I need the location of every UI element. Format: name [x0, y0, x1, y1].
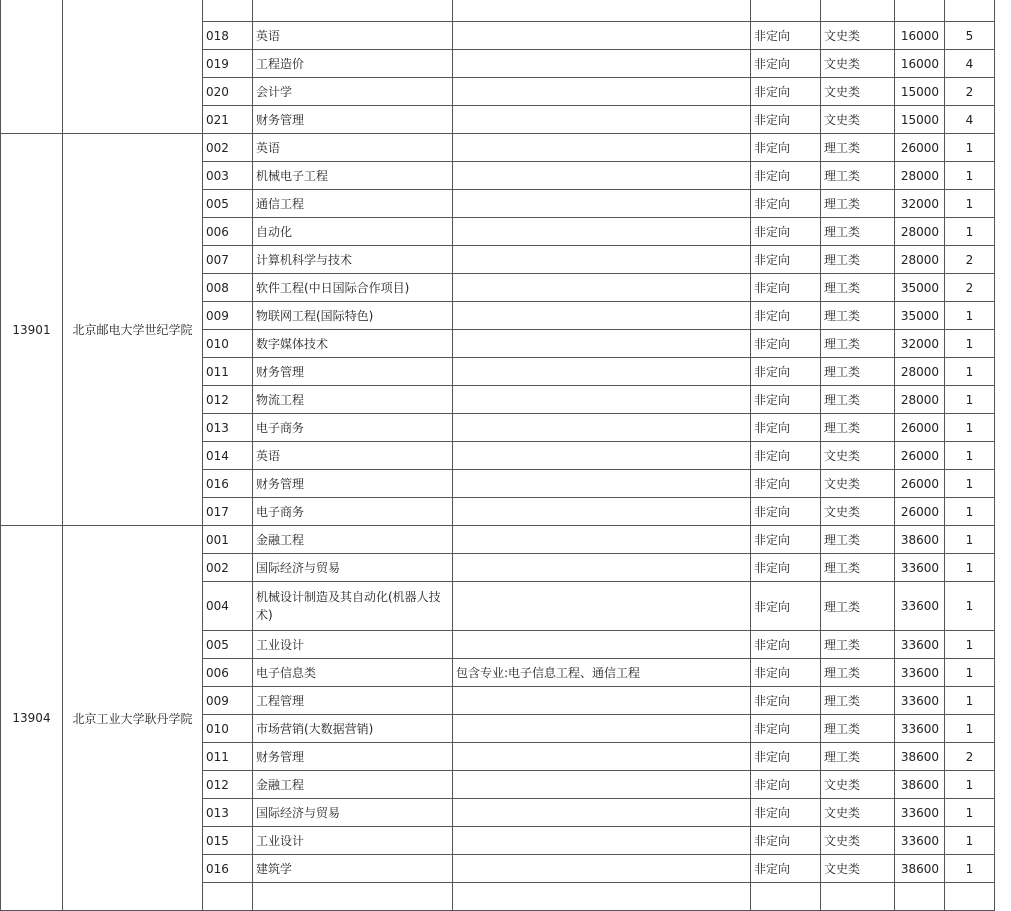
- major-code-cell: 016: [203, 855, 253, 883]
- admission-type-cell: 非定向: [751, 582, 821, 631]
- major-code-cell: 011: [203, 358, 253, 386]
- tuition-cell: 33600: [895, 631, 945, 659]
- tuition-cell: 26000: [895, 442, 945, 470]
- tuition-cell: 28000: [895, 218, 945, 246]
- category-cell: 文史类: [821, 771, 895, 799]
- plan-count-cell: 5: [945, 22, 995, 50]
- major-name-cell: 金融工程: [253, 771, 453, 799]
- major-name-cell: 工程造价: [253, 50, 453, 78]
- tuition-cell: 38600: [895, 526, 945, 554]
- major-code-cell: 017: [203, 498, 253, 526]
- category-cell: 文史类: [821, 855, 895, 883]
- tuition-cell: [895, 883, 945, 911]
- major-code-cell: 010: [203, 715, 253, 743]
- note-cell: [453, 50, 751, 78]
- major-code-cell: 007: [203, 246, 253, 274]
- category-cell: 理工类: [821, 526, 895, 554]
- admission-type-cell: 非定向: [751, 799, 821, 827]
- category-cell: 文史类: [821, 22, 895, 50]
- plan-count-cell: 1: [945, 218, 995, 246]
- category-cell: 理工类: [821, 246, 895, 274]
- note-cell: [453, 743, 751, 771]
- category-cell: [821, 883, 895, 911]
- admission-type-cell: 非定向: [751, 302, 821, 330]
- school-code-cell: 13901: [1, 134, 63, 526]
- tuition-cell: [895, 0, 945, 22]
- tuition-cell: 32000: [895, 190, 945, 218]
- table-row: [1, 526, 995, 554]
- category-cell: [821, 0, 895, 22]
- major-code-cell: 001: [203, 526, 253, 554]
- tuition-cell: 16000: [895, 22, 945, 50]
- note-cell: [453, 526, 751, 554]
- admission-type-cell: 非定向: [751, 218, 821, 246]
- major-name-cell: 国际经济与贸易: [253, 799, 453, 827]
- major-name-cell: 通信工程: [253, 190, 453, 218]
- note-cell: [453, 827, 751, 855]
- admission-type-cell: 非定向: [751, 190, 821, 218]
- major-code-cell: 012: [203, 386, 253, 414]
- plan-count-cell: 1: [945, 827, 995, 855]
- category-cell: 理工类: [821, 330, 895, 358]
- plan-count-cell: 1: [945, 526, 995, 554]
- major-name-cell: 物流工程: [253, 386, 453, 414]
- major-name-cell: [253, 883, 453, 911]
- major-name-cell: 英语: [253, 134, 453, 162]
- tuition-cell: 33600: [895, 582, 945, 631]
- category-cell: 理工类: [821, 554, 895, 582]
- plan-count-cell: 1: [945, 414, 995, 442]
- category-cell: 文史类: [821, 106, 895, 134]
- tuition-cell: 33600: [895, 799, 945, 827]
- plan-count-cell: 1: [945, 771, 995, 799]
- note-cell: [453, 190, 751, 218]
- tuition-cell: 33600: [895, 659, 945, 687]
- admission-type-cell: 非定向: [751, 358, 821, 386]
- table-row: [1, 0, 995, 22]
- admission-type-cell: 非定向: [751, 330, 821, 358]
- admission-type-cell: 非定向: [751, 470, 821, 498]
- major-code-cell: 021: [203, 106, 253, 134]
- admission-type-cell: 非定向: [751, 414, 821, 442]
- category-cell: 文史类: [821, 827, 895, 855]
- admission-type-cell: 非定向: [751, 498, 821, 526]
- plan-count-cell: 1: [945, 799, 995, 827]
- tuition-cell: 15000: [895, 106, 945, 134]
- tuition-cell: 33600: [895, 715, 945, 743]
- plan-count-cell: 2: [945, 743, 995, 771]
- note-cell: [453, 582, 751, 631]
- category-cell: 理工类: [821, 582, 895, 631]
- tuition-cell: 38600: [895, 855, 945, 883]
- admission-type-cell: 非定向: [751, 106, 821, 134]
- major-code-cell: 009: [203, 687, 253, 715]
- note-cell: [453, 498, 751, 526]
- plan-count-cell: 1: [945, 330, 995, 358]
- admission-type-cell: 非定向: [751, 526, 821, 554]
- admission-type-cell: 非定向: [751, 771, 821, 799]
- admission-type-cell: 非定向: [751, 554, 821, 582]
- admission-type-cell: 非定向: [751, 246, 821, 274]
- school-name-cell: 北京工业大学耿丹学院: [63, 526, 203, 911]
- category-cell: 理工类: [821, 414, 895, 442]
- category-cell: 理工类: [821, 218, 895, 246]
- plan-count-cell: 4: [945, 50, 995, 78]
- plan-count-cell: 1: [945, 162, 995, 190]
- admission-type-cell: 非定向: [751, 50, 821, 78]
- major-name-cell: 市场营销(大数据营销): [253, 715, 453, 743]
- plan-count-cell: 1: [945, 715, 995, 743]
- admission-type-cell: [751, 883, 821, 911]
- plan-count-cell: 1: [945, 190, 995, 218]
- note-cell: [453, 274, 751, 302]
- major-code-cell: 015: [203, 827, 253, 855]
- admission-type-cell: 非定向: [751, 631, 821, 659]
- admission-type-cell: 非定向: [751, 274, 821, 302]
- major-name-cell: 软件工程(中日国际合作项目): [253, 274, 453, 302]
- major-code-cell: 013: [203, 414, 253, 442]
- note-cell: [453, 631, 751, 659]
- major-name-cell: 英语: [253, 22, 453, 50]
- plan-count-cell: 1: [945, 134, 995, 162]
- note-cell: [453, 302, 751, 330]
- table-row: [1, 134, 995, 162]
- school-code-cell: 13904: [1, 526, 63, 911]
- note-cell: [453, 386, 751, 414]
- note-cell: [453, 246, 751, 274]
- note-cell: [453, 414, 751, 442]
- note-cell: [453, 0, 751, 22]
- tuition-cell: 35000: [895, 274, 945, 302]
- major-name-cell: 物联网工程(国际特色): [253, 302, 453, 330]
- category-cell: 理工类: [821, 687, 895, 715]
- plan-count-cell: 1: [945, 302, 995, 330]
- school-name-cell: 北京邮电大学世纪学院: [63, 134, 203, 526]
- plan-count-cell: 1: [945, 855, 995, 883]
- tuition-cell: 35000: [895, 302, 945, 330]
- tuition-cell: 15000: [895, 78, 945, 106]
- category-cell: 理工类: [821, 302, 895, 330]
- category-cell: 理工类: [821, 631, 895, 659]
- major-name-cell: 英语: [253, 442, 453, 470]
- table-body: [1, 0, 995, 911]
- school-name-cell: [63, 0, 203, 134]
- category-cell: 理工类: [821, 190, 895, 218]
- admission-type-cell: 非定向: [751, 743, 821, 771]
- plan-count-cell: 2: [945, 246, 995, 274]
- plan-count-cell: [945, 0, 995, 22]
- admission-type-cell: 非定向: [751, 134, 821, 162]
- category-cell: 文史类: [821, 442, 895, 470]
- tuition-cell: 28000: [895, 246, 945, 274]
- major-name-cell: [253, 0, 453, 22]
- admission-type-cell: 非定向: [751, 78, 821, 106]
- admission-type-cell: 非定向: [751, 442, 821, 470]
- note-cell: [453, 771, 751, 799]
- major-code-cell: 010: [203, 330, 253, 358]
- admission-type-cell: [751, 0, 821, 22]
- admission-type-cell: 非定向: [751, 22, 821, 50]
- tuition-cell: 26000: [895, 498, 945, 526]
- plan-count-cell: 1: [945, 631, 995, 659]
- major-code-cell: 004: [203, 582, 253, 631]
- major-code-cell: 003: [203, 162, 253, 190]
- tuition-cell: 16000: [895, 50, 945, 78]
- major-name-cell: 计算机科学与技术: [253, 246, 453, 274]
- category-cell: 文史类: [821, 50, 895, 78]
- school-code-cell: [1, 0, 63, 134]
- major-name-cell: 机械电子工程: [253, 162, 453, 190]
- note-cell: [453, 162, 751, 190]
- major-code-cell: 014: [203, 442, 253, 470]
- major-name-cell: 财务管理: [253, 743, 453, 771]
- major-name-cell: 财务管理: [253, 106, 453, 134]
- tuition-cell: 28000: [895, 162, 945, 190]
- plan-count-cell: 1: [945, 470, 995, 498]
- note-cell: [453, 106, 751, 134]
- admission-type-cell: 非定向: [751, 687, 821, 715]
- major-code-cell: 002: [203, 134, 253, 162]
- major-name-cell: 财务管理: [253, 470, 453, 498]
- plan-count-cell: 1: [945, 358, 995, 386]
- category-cell: 文史类: [821, 498, 895, 526]
- plan-count-cell: 1: [945, 386, 995, 414]
- category-cell: 理工类: [821, 715, 895, 743]
- plan-count-cell: [945, 883, 995, 911]
- note-cell: [453, 470, 751, 498]
- major-code-cell: [203, 883, 253, 911]
- category-cell: 文史类: [821, 78, 895, 106]
- note-cell: [453, 218, 751, 246]
- tuition-cell: 38600: [895, 743, 945, 771]
- major-name-cell: 电子商务: [253, 498, 453, 526]
- category-cell: 文史类: [821, 470, 895, 498]
- major-name-cell: 金融工程: [253, 526, 453, 554]
- admission-type-cell: 非定向: [751, 386, 821, 414]
- plan-count-cell: 2: [945, 274, 995, 302]
- major-name-cell: 自动化: [253, 218, 453, 246]
- note-cell: [453, 134, 751, 162]
- tuition-cell: 26000: [895, 414, 945, 442]
- plan-count-cell: 4: [945, 106, 995, 134]
- tuition-cell: 26000: [895, 134, 945, 162]
- category-cell: 理工类: [821, 743, 895, 771]
- major-name-cell: 数字媒体技术: [253, 330, 453, 358]
- major-code-cell: 016: [203, 470, 253, 498]
- tuition-cell: 38600: [895, 771, 945, 799]
- major-name-cell: 国际经济与贸易: [253, 554, 453, 582]
- note-cell: 包含专业:电子信息工程、通信工程: [453, 659, 751, 687]
- plan-count-cell: 1: [945, 687, 995, 715]
- note-cell: [453, 22, 751, 50]
- major-code-cell: 019: [203, 50, 253, 78]
- category-cell: 理工类: [821, 134, 895, 162]
- plan-count-cell: 2: [945, 78, 995, 106]
- major-code-cell: 011: [203, 743, 253, 771]
- category-cell: 理工类: [821, 162, 895, 190]
- note-cell: [453, 358, 751, 386]
- tuition-cell: 26000: [895, 470, 945, 498]
- note-cell: [453, 855, 751, 883]
- plan-count-cell: 1: [945, 498, 995, 526]
- admission-type-cell: 非定向: [751, 715, 821, 743]
- major-code-cell: 006: [203, 218, 253, 246]
- major-code-cell: 020: [203, 78, 253, 106]
- category-cell: 理工类: [821, 386, 895, 414]
- note-cell: [453, 78, 751, 106]
- major-name-cell: 工程管理: [253, 687, 453, 715]
- note-cell: [453, 883, 751, 911]
- major-code-cell: 005: [203, 631, 253, 659]
- category-cell: 理工类: [821, 274, 895, 302]
- plan-count-cell: 1: [945, 554, 995, 582]
- admission-type-cell: 非定向: [751, 827, 821, 855]
- major-name-cell: 工业设计: [253, 631, 453, 659]
- major-name-cell: 机械设计制造及其自动化(机器人技术): [253, 582, 453, 631]
- admission-type-cell: 非定向: [751, 659, 821, 687]
- major-code-cell: 008: [203, 274, 253, 302]
- tuition-cell: 28000: [895, 386, 945, 414]
- plan-count-cell: 1: [945, 582, 995, 631]
- plan-count-cell: 1: [945, 659, 995, 687]
- major-code-cell: 009: [203, 302, 253, 330]
- category-cell: 文史类: [821, 799, 895, 827]
- category-cell: 理工类: [821, 659, 895, 687]
- major-name-cell: 会计学: [253, 78, 453, 106]
- major-code-cell: 013: [203, 799, 253, 827]
- major-name-cell: 财务管理: [253, 358, 453, 386]
- major-name-cell: 建筑学: [253, 855, 453, 883]
- tuition-cell: 33600: [895, 827, 945, 855]
- major-code-cell: 005: [203, 190, 253, 218]
- major-code-cell: 012: [203, 771, 253, 799]
- category-cell: 理工类: [821, 358, 895, 386]
- note-cell: [453, 554, 751, 582]
- major-name-cell: 电子信息类: [253, 659, 453, 687]
- tuition-cell: 33600: [895, 687, 945, 715]
- major-name-cell: 工业设计: [253, 827, 453, 855]
- plan-count-cell: 1: [945, 442, 995, 470]
- note-cell: [453, 442, 751, 470]
- admission-type-cell: 非定向: [751, 162, 821, 190]
- major-name-cell: 电子商务: [253, 414, 453, 442]
- tuition-cell: 33600: [895, 554, 945, 582]
- major-code-cell: [203, 0, 253, 22]
- major-code-cell: 002: [203, 554, 253, 582]
- note-cell: [453, 715, 751, 743]
- note-cell: [453, 799, 751, 827]
- note-cell: [453, 330, 751, 358]
- tuition-cell: 28000: [895, 358, 945, 386]
- admission-type-cell: 非定向: [751, 855, 821, 883]
- tuition-cell: 32000: [895, 330, 945, 358]
- note-cell: [453, 687, 751, 715]
- major-code-cell: 006: [203, 659, 253, 687]
- major-code-cell: 018: [203, 22, 253, 50]
